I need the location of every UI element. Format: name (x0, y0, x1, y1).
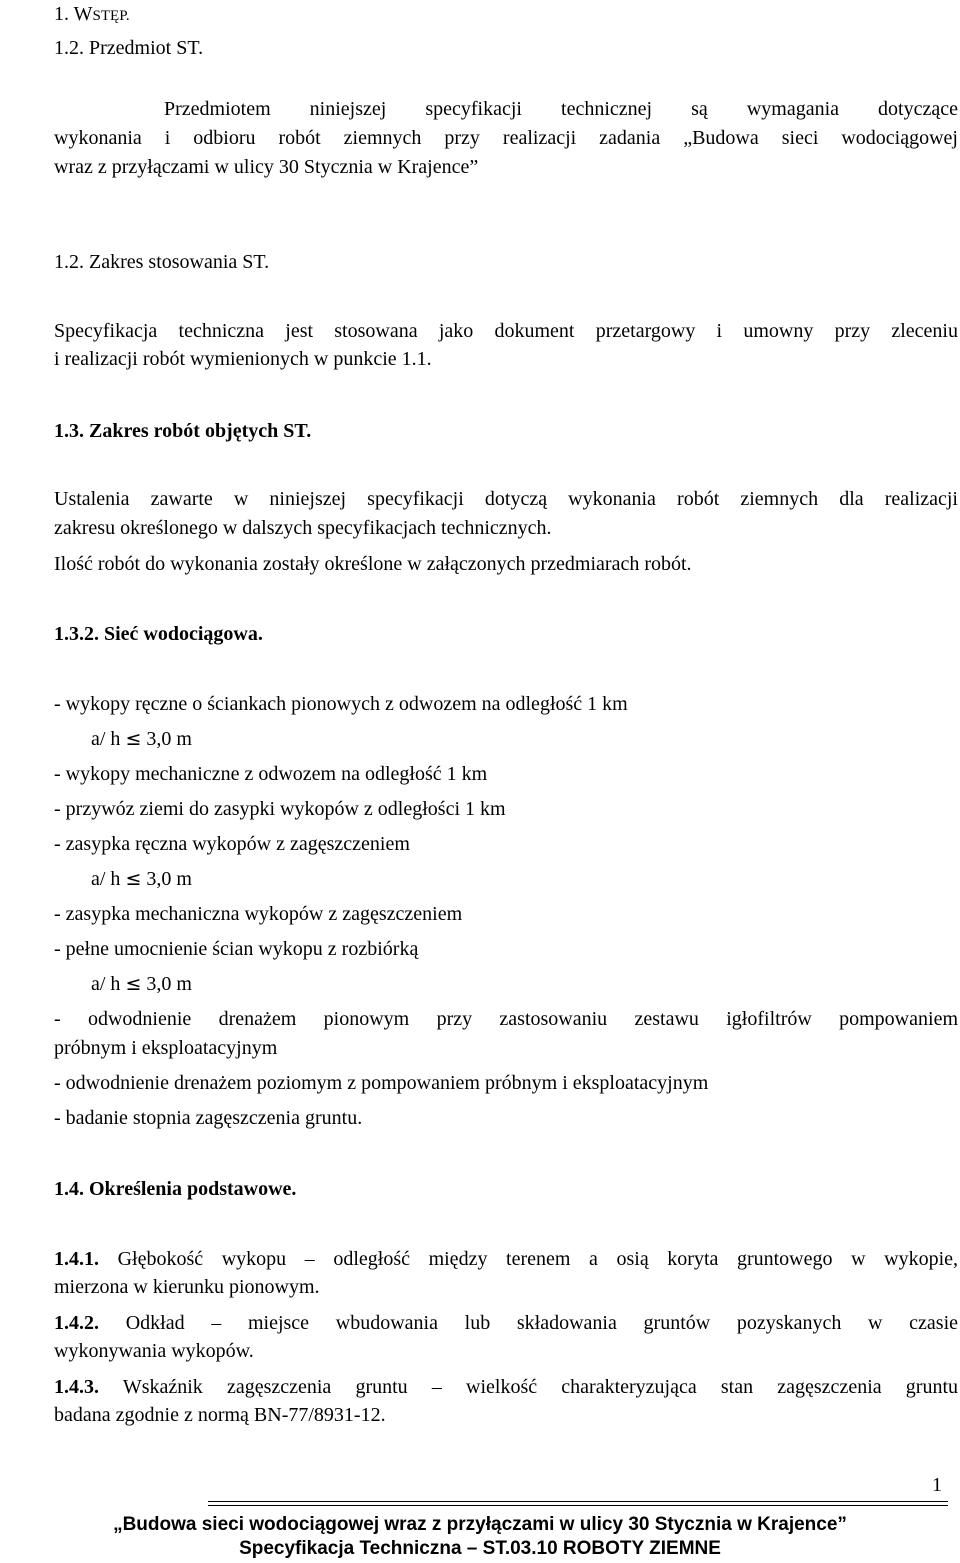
condition-label: a/ h (91, 973, 121, 995)
paragraph-zakres-robot-line-1: Ustalenia zawarte w niniejszej specyfikacji dotyczą wykonania robót ziemnych dla realizacji (54, 488, 958, 510)
list-item: - przywóz ziemi do zasypki wykopów z odległości 1 km (54, 798, 506, 820)
definition-number: 1.4.3. (54, 1376, 99, 1398)
list-item: - zasypka ręczna wykopów z zagęszczeniem (54, 833, 410, 855)
definition-text: Odkład – miejsce wbudowania lub składowania gruntów pozyskanych w czasie (125, 1312, 958, 1334)
heading-1-2-przedmiot: 1.2. Przedmiot ST. (54, 37, 204, 59)
footer-divider (208, 1501, 948, 1502)
definition-number: 1.4.1. (54, 1248, 99, 1270)
list-item: - wykopy ręczne o ściankach pionowych z odwozem na odległość 1 km (54, 693, 628, 715)
condition-value: 3,0 m (146, 868, 192, 890)
list-item: - odwodnienie drenażem pionowym przy zastosowaniu zestawu igłofiltrów pompowaniem (54, 1008, 958, 1030)
paragraph-przedmiot-line-3: wraz z przyłączami w ulicy 30 Stycznia w Krajence” (54, 156, 479, 178)
section-title-initial: W (73, 3, 93, 25)
footer-project-title: „Budowa sieci wodociągowej wraz z przyłączami w ulicy 30 Stycznia w Krajence” (113, 1514, 847, 1535)
condition-label: a/ h (91, 868, 121, 890)
list-item-condition (91, 727, 192, 751)
definition-number: 1.4.2. (54, 1312, 99, 1334)
paragraph-zakres-stosowania-line-1: Specyfikacja techniczna jest stosowana jako dokument przetargowy i umowny przy zleceniu (54, 320, 958, 342)
paragraph-przedmiot-line-2: wykonania i odbioru robót ziemnych przy realizacji zadania „Budowa sieci wodociągowej (54, 127, 958, 149)
footer-spec-title: Specyfikacja Techniczna – ST.03.10 ROBOTY ZIEMNE (239, 1538, 721, 1559)
condition-value: 3,0 m (146, 728, 192, 750)
list-item: - pełne umocnienie ścian wykopu z rozbiórką (54, 938, 419, 960)
list-item: - badanie stopnia zagęszczenia gruntu. (54, 1107, 363, 1129)
section-heading-wstep (54, 2, 130, 28)
heading-1-2-zakres-stosowania: 1.2. Zakres stosowania ST. (54, 251, 270, 273)
definition-1-4-3-continuation: badana zgodnie z normą BN-77/8931-12. (54, 1404, 386, 1426)
less-equal-icon: ≤ (125, 973, 142, 995)
paragraph-przedmiot-line-1: Przedmiotem niniejszej specyfikacji technicznej są wymagania dotyczące (164, 98, 958, 120)
list-item: - wykopy mechaniczne z odwozem na odległość 1 km (54, 763, 488, 785)
document-page (54, 0, 958, 1563)
definition-1-4-1 (54, 1247, 958, 1271)
heading-1-4-okreslenia: 1.4. Określenia podstawowe. (54, 1178, 297, 1200)
list-item-condition (91, 867, 192, 891)
paragraph-zakres-stosowania-line-2: i realizacji robót wymienionych w punkcie 1.1. (54, 348, 432, 370)
definition-1-4-3 (54, 1375, 958, 1399)
page-number: 1 (932, 1474, 942, 1496)
less-equal-icon: ≤ (125, 868, 142, 890)
paragraph-zakres-robot-line-2: zakresu określonego w dalszych specyfikacjach technicznych. (54, 517, 552, 539)
definition-1-4-2-continuation: wykonywania wykopów. (54, 1340, 254, 1362)
heading-1-3-zakres-robot: 1.3. Zakres robót objętych ST. (54, 420, 312, 442)
definition-text: Wskaźnik zagęszczenia gruntu – wielkość charakteryzująca stan zagęszczenia gruntu (122, 1376, 959, 1398)
list-item: - zasypka mechaniczna wykopów z zagęszczeniem (54, 903, 463, 925)
paragraph-zakres-robot-line-3: Ilość robót do wykonania zostały określone w załączonych przedmiarach robót. (54, 553, 692, 575)
less-equal-icon: ≤ (125, 728, 142, 750)
section-title-rest: STĘP. (92, 8, 130, 24)
definition-text: Głębokość wykopu – odległość między terenem a osią koryta gruntowego w wykopie, (117, 1248, 959, 1270)
list-item-condition (91, 972, 192, 996)
list-item: - odwodnienie drenażem poziomym z pompowaniem próbnym i eksploatacyjnym (54, 1072, 709, 1094)
condition-label: a/ h (91, 728, 121, 750)
heading-1-3-2-siec: 1.3.2. Sieć wodociągowa. (54, 623, 263, 645)
definition-1-4-1-continuation: mierzona w kierunku pionowym. (54, 1276, 320, 1298)
footer-divider-secondary (208, 1505, 948, 1506)
section-number: 1. (54, 3, 69, 25)
definition-1-4-2 (54, 1311, 958, 1335)
list-item-continuation: próbnym i eksploatacyjnym (54, 1037, 278, 1059)
condition-value: 3,0 m (146, 973, 192, 995)
